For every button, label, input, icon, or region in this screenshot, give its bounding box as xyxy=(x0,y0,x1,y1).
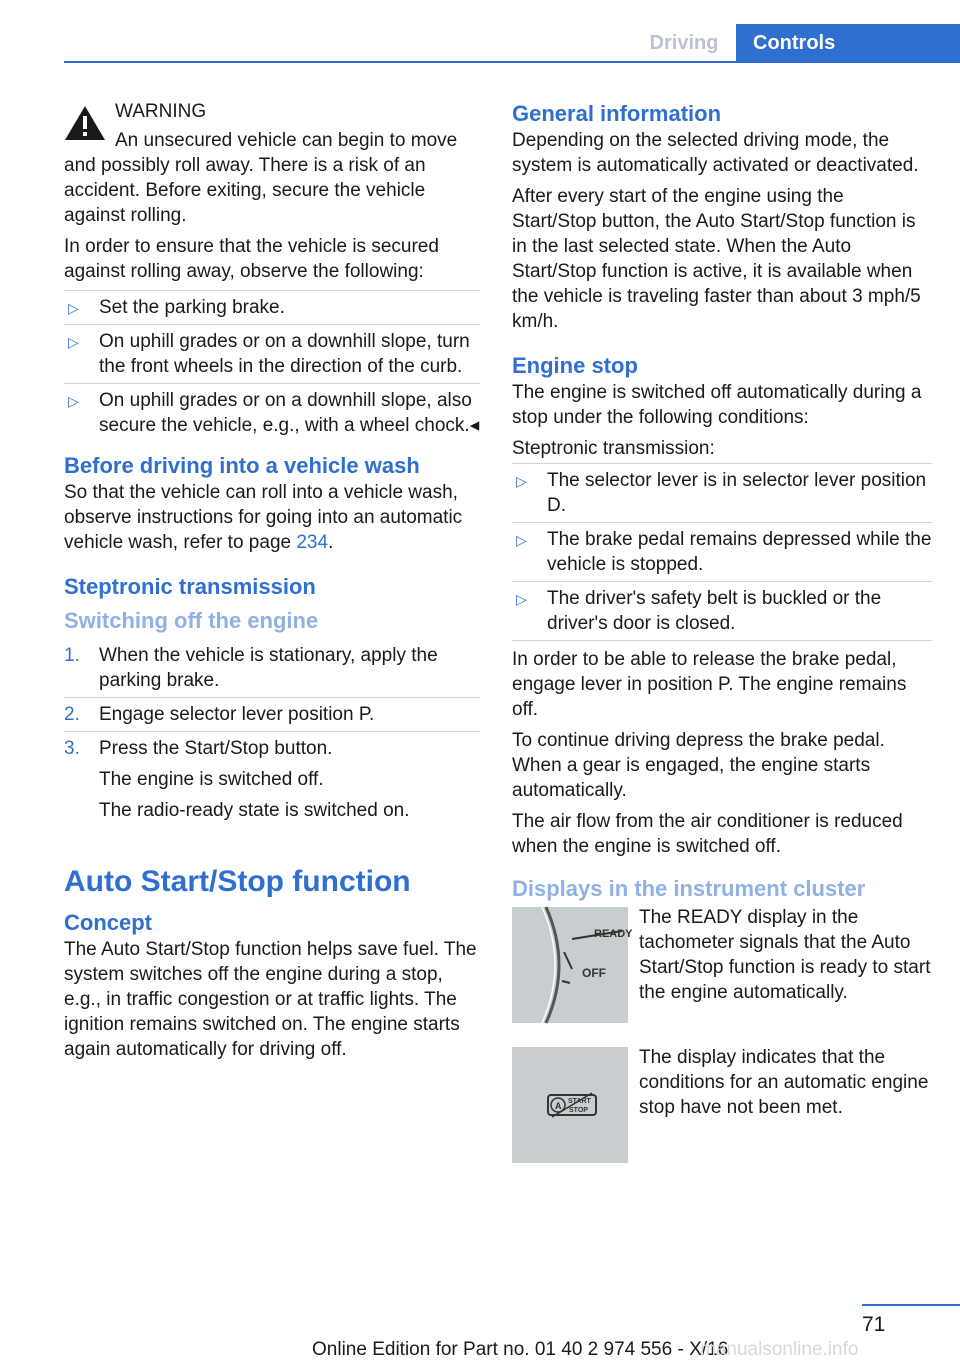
tachometer-ready-image xyxy=(512,907,633,1023)
figure-not-met-caption: The display indicates that the conditions for an automatic engine stop have not been met. xyxy=(639,1047,929,1118)
concept-paragraph: The Auto Start/Stop function helps save fuel. The system switches off the engine during a stop, e.g., in traffic congestion or at traffic lights. The ignition remains switched on. The engine starts again automatically for driving off. xyxy=(64,939,477,1060)
list-item: ▷ On uphill grades or on a downhill slope, also secure the vehicle, e.g., with a wheel chock.◂ xyxy=(68,390,480,436)
subheading-switching-off: Switching off the engine xyxy=(64,608,319,633)
list-item: ▷ The brake pedal remains depressed while the vehicle is stopped. xyxy=(512,523,932,582)
triangle-bullet-icon: ▷ xyxy=(68,334,79,350)
list-item: ▷ The selector lever is in selector lever position D. xyxy=(512,464,932,523)
watermark: manualsonline.info xyxy=(700,1339,859,1360)
continue-paragraph: To continue driving depress the brake pedal. When a gear is engaged, the engine starts automatically. xyxy=(512,730,885,801)
section-heading-general-info: General information xyxy=(512,101,722,126)
air-flow-paragraph: The air flow from the air conditioner is reduced when the engine is switched off. xyxy=(512,811,903,857)
switch-off-steps xyxy=(64,639,480,827)
footer-divider xyxy=(862,1304,960,1306)
general-paragraph-2: After every start of the engine using the Start/Stop button, the Auto Start/Stop function is in the last selected state. When the Auto Start/Stop function is active, it is available when the vehicle is traveling faster than about 3 mph/5 km/h. xyxy=(512,186,921,332)
figure-ready-display xyxy=(512,905,932,1045)
section-heading-concept: Concept xyxy=(64,910,152,935)
step-item: 3. Press the Start/Stop button. The engine is switched off. The radio-ready state is switched on. xyxy=(64,732,480,827)
left-column xyxy=(64,100,480,1068)
warning-label: WARNING xyxy=(115,101,207,122)
list-item: ▷ Set the parking brake. xyxy=(64,291,480,325)
stop-label: STOP xyxy=(569,1107,588,1114)
header-divider xyxy=(64,61,960,63)
triangle-bullet-icon: ▷ xyxy=(68,300,79,316)
warning-text: An unsecured vehicle can begin to move and possibly roll away. There is a risk of an accident. Before exiting, secure the vehicle against rolling. xyxy=(64,130,458,226)
wash-paragraph: So that the vehicle can roll into a vehicle wash, observe instructions for going into an automatic vehicle wash, refer to page 234. xyxy=(64,482,463,553)
list-item: ▷ The driver's safety belt is buckled or the driver's door is closed. xyxy=(516,588,882,634)
ready-indicator-label: READY xyxy=(594,928,633,940)
steptronic-label: Steptronic transmission: xyxy=(512,438,715,459)
header-section-driving: Driving xyxy=(649,32,719,54)
step-item: 1. When the vehicle is stationary, apply the parking brake. xyxy=(64,639,480,698)
warning-triangle-icon xyxy=(64,104,106,142)
general-paragraph-1: Depending on the selected driving mode, the system is automatically activated or deactivated. xyxy=(512,130,919,176)
start-label: START xyxy=(568,1098,591,1105)
header-section-controls: Controls xyxy=(736,24,960,62)
release-paragraph: In order to be able to release the brake pedal, engage lever in position P. The engine remains off. xyxy=(512,649,907,720)
triangle-bullet-icon: ▷ xyxy=(516,591,527,607)
rolling-safety-list xyxy=(64,290,480,442)
section-heading-engine-stop: Engine stop xyxy=(512,353,638,378)
intro-paragraph: In order to ensure that the vehicle is secured against rolling away, observe the following: xyxy=(64,236,439,282)
engine-stop-conditions xyxy=(512,463,932,641)
step-result: The radio-ready state is switched on. xyxy=(99,800,410,821)
engine-stop-paragraph: The engine is switched off automatically during a stop under the following conditions: xyxy=(512,382,922,428)
off-indicator-label: OFF xyxy=(582,966,606,980)
list-item: ▷ On uphill grades or on a downhill slope, turn the front wheels in the direction of the curb. xyxy=(64,325,480,384)
step-item: 2. Engage selector lever position P. xyxy=(64,698,480,732)
edition-footer: Online Edition for Part no. 01 40 2 974 556 - X/16 xyxy=(312,1339,729,1360)
triangle-bullet-icon: ▷ xyxy=(68,393,79,409)
triangle-bullet-icon: ▷ xyxy=(516,473,527,489)
subheading-displays: Displays in the instrument cluster xyxy=(512,876,866,901)
figure-not-met-display xyxy=(512,1045,932,1170)
auto-letter-label: A xyxy=(555,1101,562,1111)
figure-ready-caption: The READY display in the tachometer signals that the Auto Start/Stop function is ready to start the engine automatically. xyxy=(639,907,931,1003)
chapter-heading-auto-start-stop: Auto Start/Stop function xyxy=(64,865,411,898)
step-result: The engine is switched off. xyxy=(99,769,324,790)
triangle-bullet-icon: ▷ xyxy=(516,532,527,548)
right-column xyxy=(512,100,932,1170)
page-number: 71 xyxy=(862,1313,886,1336)
section-heading-steptronic: Steptronic transmission xyxy=(64,574,316,599)
section-heading-vehicle-wash: Before driving into a vehicle wash xyxy=(64,453,420,478)
auto-start-stop-unavailable-image xyxy=(512,1047,628,1163)
page-reference-link[interactable]: 234 xyxy=(296,532,329,553)
warning-block xyxy=(64,100,480,228)
